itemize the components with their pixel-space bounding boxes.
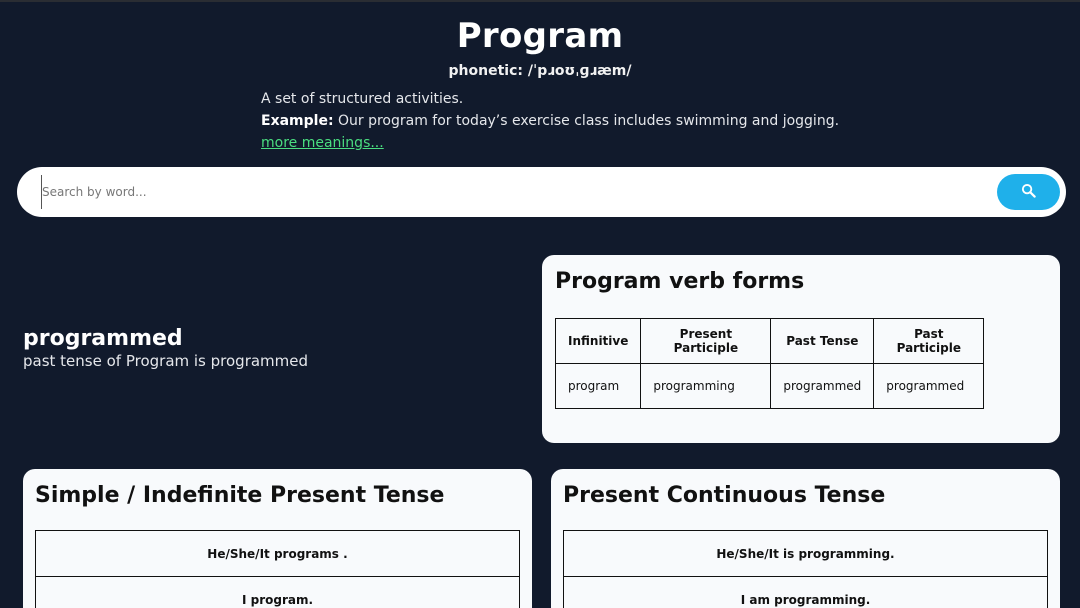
verb-forms-title: Program verb forms (555, 269, 805, 294)
example-text (261, 113, 839, 129)
present-continuous-title: Present Continuous Tense (563, 483, 886, 508)
example-label: Example: (261, 113, 334, 129)
word-summary (23, 326, 308, 370)
verb-forms-card (542, 255, 1060, 443)
table-row (36, 577, 520, 608)
search-input[interactable] (41, 175, 981, 209)
cell-infinitive: program (556, 364, 641, 409)
header-past-tense: Past Tense (771, 319, 874, 364)
phonetic-text: phonetic: /ˈpɹoʊˌɡɹæm/ (448, 63, 632, 79)
header-past-participle: Past Participle (874, 319, 984, 364)
word-form-title: programmed (23, 326, 183, 351)
table-row (564, 531, 1048, 577)
simple-present-title: Simple / Indefinite Present Tense (35, 483, 445, 508)
definition-text: A set of structured activities. (261, 91, 464, 107)
search-bar (17, 167, 1066, 217)
verb-forms-table (555, 318, 984, 409)
header-infinitive: Infinitive (556, 319, 641, 364)
cell-present-participle: programming (641, 364, 771, 409)
table-header-row (556, 319, 984, 364)
search-button[interactable] (997, 174, 1060, 210)
tense-example: I am programming. (564, 577, 1048, 608)
table-row (36, 531, 520, 577)
cell-past-tense: programmed (771, 364, 874, 409)
header-present-participle: Present Participle (641, 319, 771, 364)
cell-past-participle: programmed (874, 364, 984, 409)
search-icon (1021, 183, 1036, 201)
table-row (556, 364, 984, 409)
example-sentence: Our program for today’s exercise class includes swimming and jogging. (333, 113, 840, 129)
simple-present-table (35, 530, 520, 608)
more-meanings-link[interactable]: more meanings... (261, 135, 384, 151)
table-row (564, 577, 1048, 608)
word-form-description: past tense of Program is programmed (23, 352, 309, 370)
tense-example: I program. (36, 577, 520, 608)
present-continuous-table (563, 530, 1048, 608)
tense-example: He/She/It is programming. (564, 531, 1048, 577)
present-continuous-card (551, 469, 1060, 608)
tense-example: He/She/It programs . (36, 531, 520, 577)
page-title: Program (456, 16, 624, 56)
simple-present-card (23, 469, 532, 608)
